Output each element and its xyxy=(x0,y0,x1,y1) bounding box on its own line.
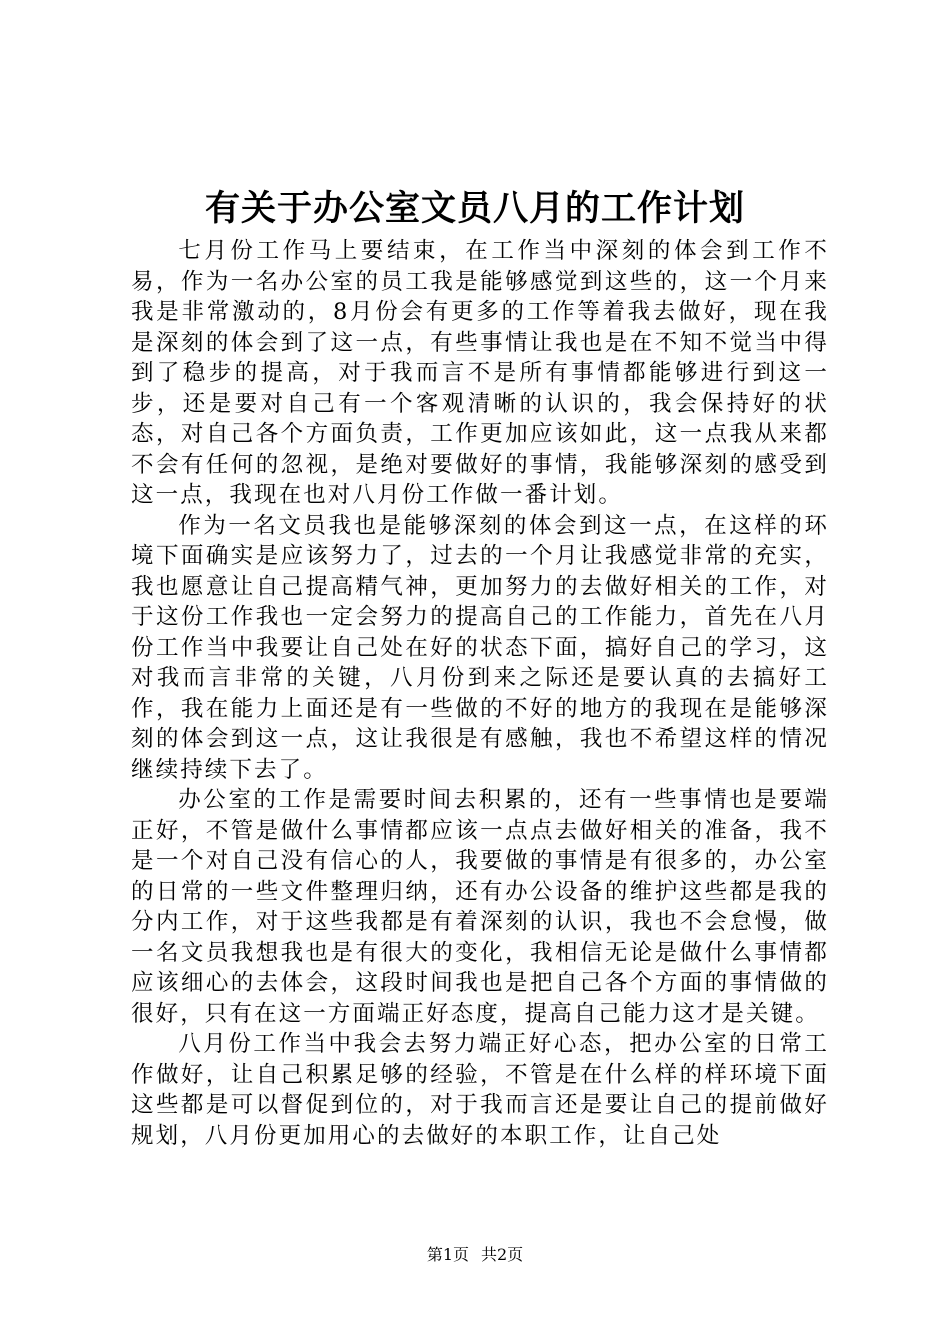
document-title: 有关于办公室文员八月的工作计划 xyxy=(204,188,745,229)
page-number: 第1页 xyxy=(426,1245,469,1264)
paragraph: 八月份工作当中我会去努力端正好心态，把办公室的日常工作做好，让自己积累足够的经验，不管是在什么样的样环境下面这些都是可以督促到位的，对于我而言还是要让自己的提前做好规划，八月份更加用心的去做好的本职工作，让自己处 xyxy=(131,1031,829,1149)
document-body xyxy=(131,236,829,1151)
paragraph: 作为一名文员我也是能够深刻的体会到这一点，在这样的环境下面确实是应该努力了，过去的一个月让我感觉非常的充实，我也愿意让自己提高精气神，更加努力的去做好相关的工作，对于这份工作我也一定会努力的提高自己的工作能力，首先在八月份工作当中我要让自己处在好的状态下面，搞好自己的学习，这对我而言非常的关键，八月份到来之际还是要认真的去搞好工作，我在能力上面还是有一些做的不好的地方的我现在是能够深刻的体会到这一点，这让我很是有感触，我也不希望这样的情况继续持续下去了。 xyxy=(131,512,829,783)
page-footer xyxy=(0,1244,950,1266)
page-total: 共2页 xyxy=(481,1245,524,1264)
paragraph: 七月份工作马上要结束，在工作当中深刻的体会到工作不易，作为一名办公室的员工我是能够感觉到这些的，这一个月来我是非常激动的，8月份会有更多的工作等着我去做好，现在我是深刻的体会到了这一点，有些事情让我也是在不知不觉当中得到了稳步的提高，对于我而言不是所有事情都能够进行到这一步，还是要对自己有一个客观清晰的认识的，我会保持好的状态，对自己各个方面负责，工作更加应该如此，这一点我从来都不会有任何的忽视，是绝对要做好的事情，我能够深刻的感受到这一点，我现在也对八月份工作做一番计划。 xyxy=(131,238,829,508)
paragraph: 办公室的工作是需要时间去积累的，还有一些事情也是要端正好，不管是做什么事情都应该一点点去做好相关的准备，我不是一个对自己没有信心的人，我要做的事情是有很多的，办公室的日常的一些文件整理归纳，还有办公设备的维护这些都是我的分内工作，对于这些我都是有着深刻的认识，我也不会怠慢，做一名文员我想我也是有很大的变化，我相信无论是做什么事情都应该细心的去体会，这段时间我也是把自己各个方面的事情做的很好，只有在这一方面端正好态度，提高自己能力这才是关键。 xyxy=(131,787,829,1027)
